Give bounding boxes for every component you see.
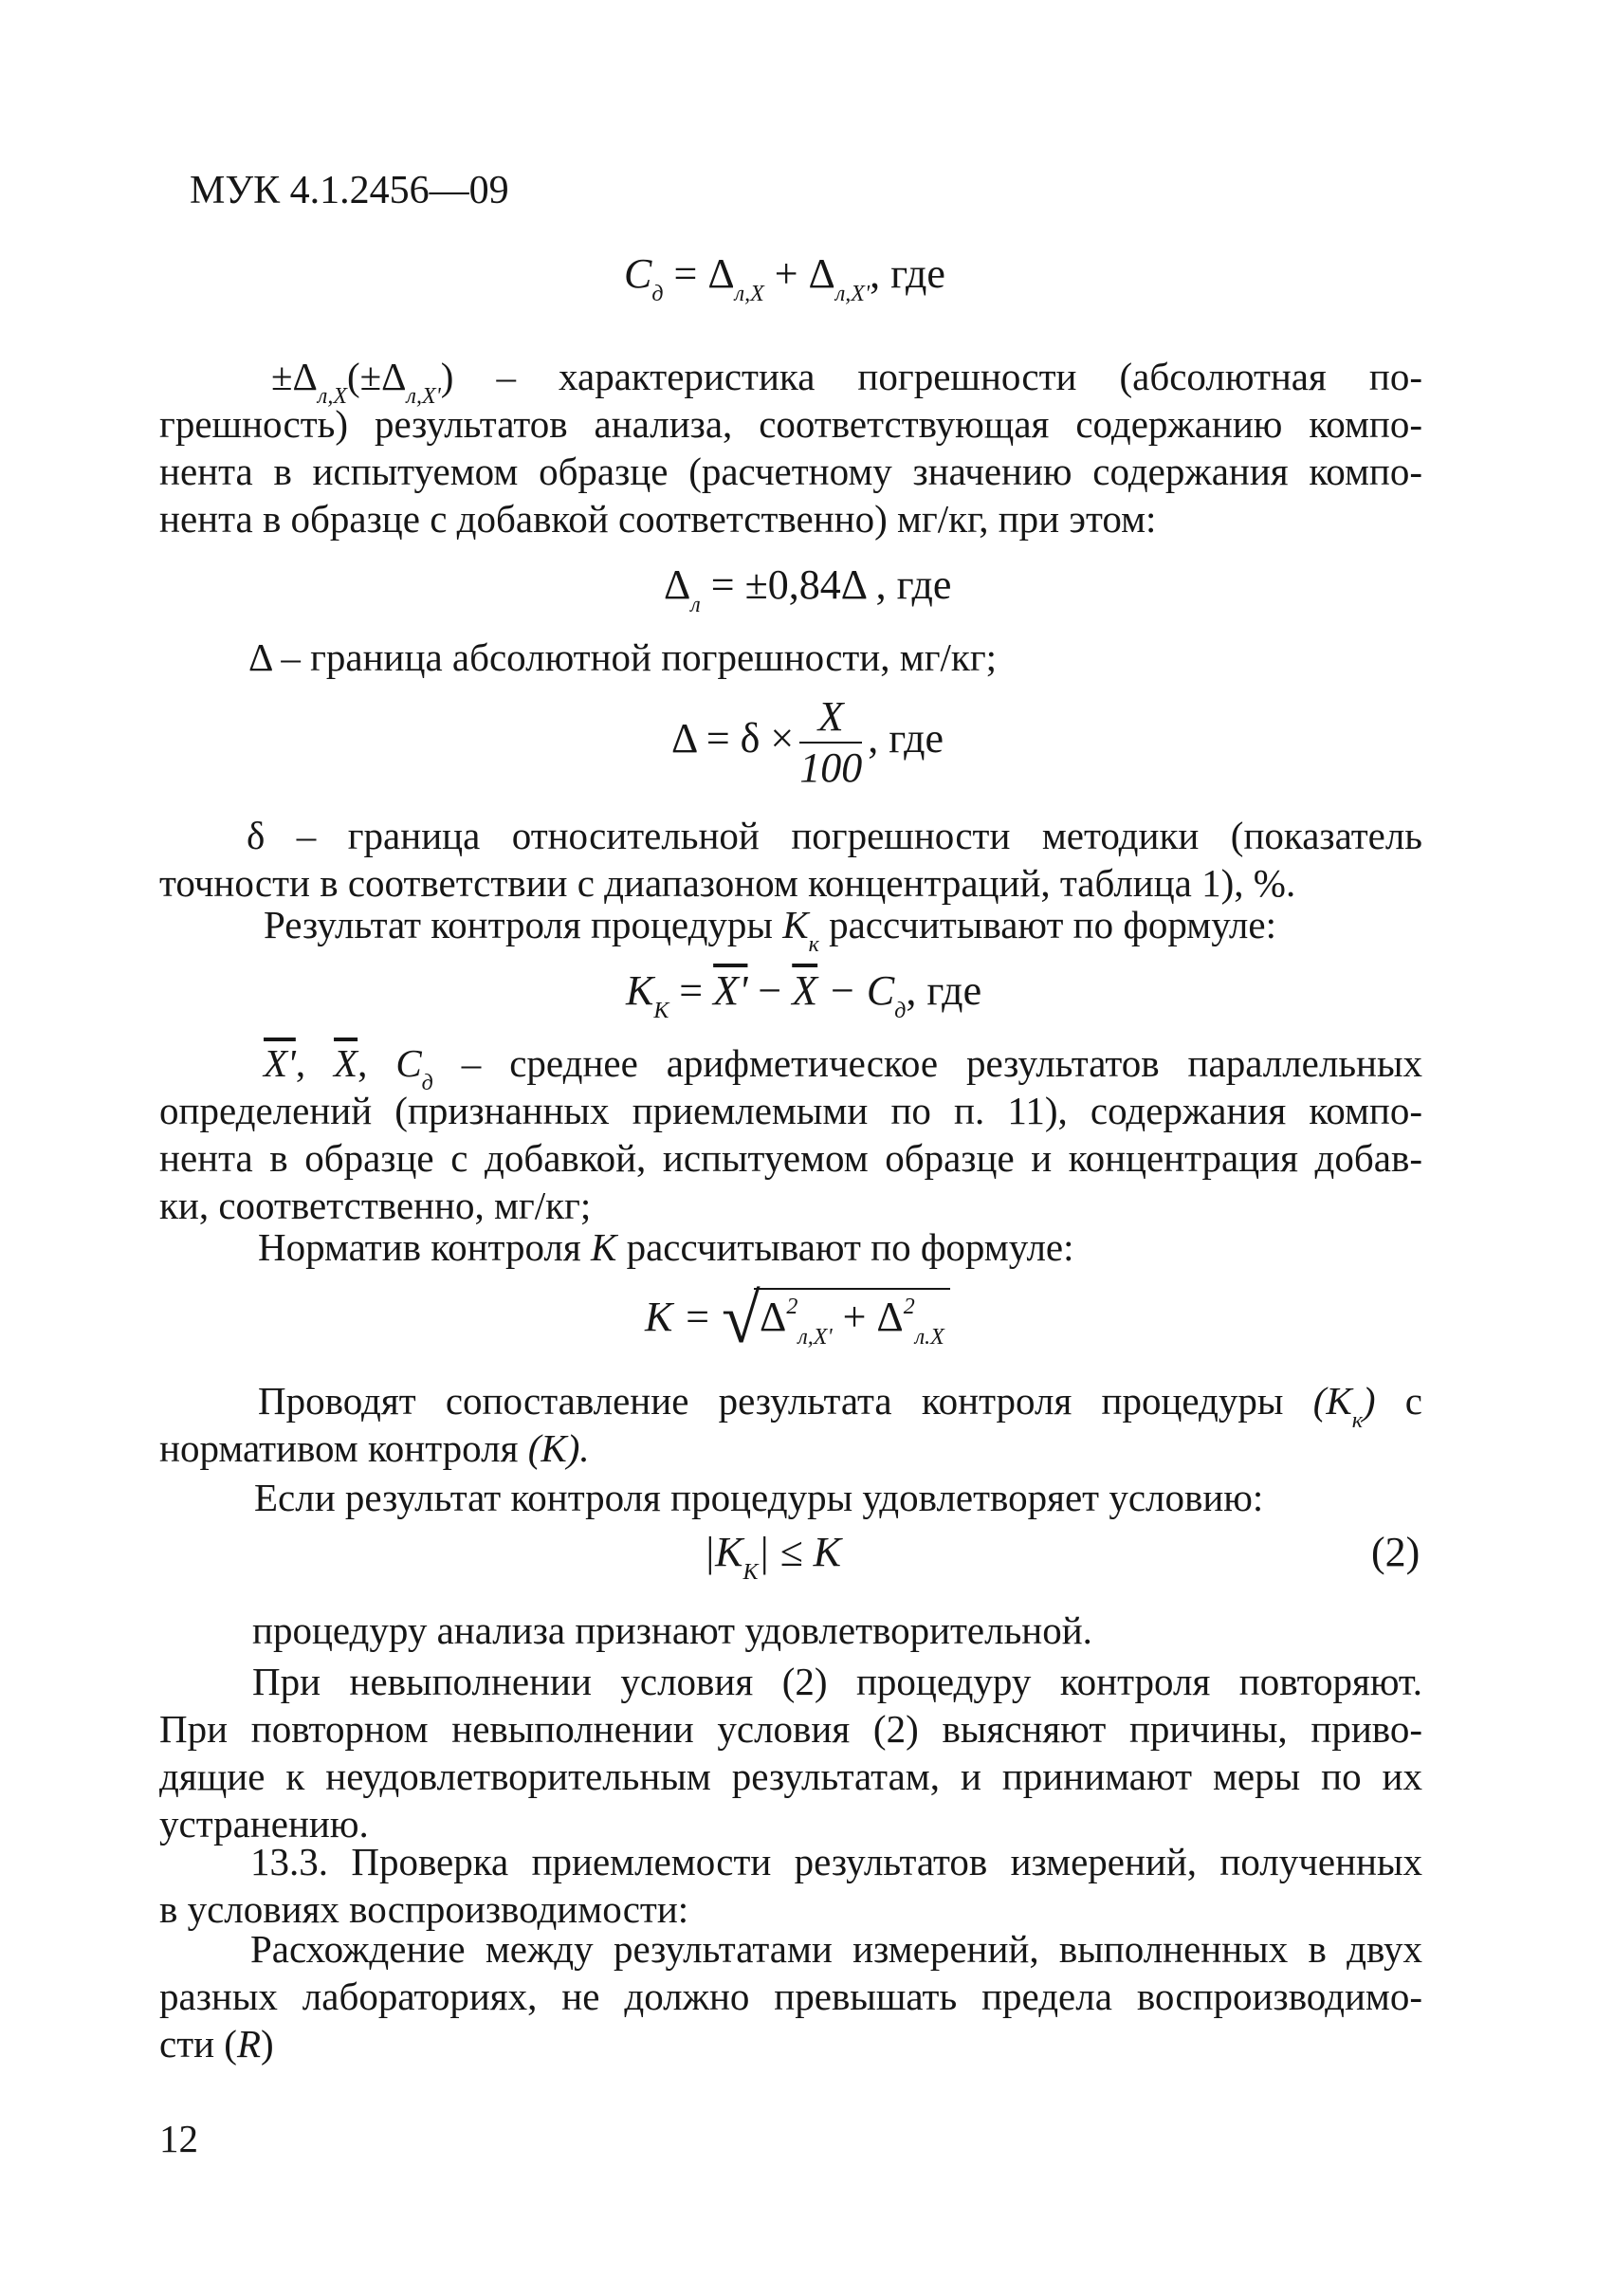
def-relative: δ – граница относительной погрешности методики (показатель точности в соответствии с диапазоном концентраций, таблица 1), %. <box>159 814 1422 905</box>
equation-number: (2) <box>1371 1529 1421 1575</box>
sqrt-symbol: √ $\Delta^2_{л,X'} + \Delta^2_{л.X}$ <box>722 1288 950 1350</box>
condition-intro: Если результат контроля процедуры удовлетворяет условию: <box>254 1476 1264 1519</box>
def-delta: $\pm\Delta_{л,X}(\pm\Delta_{л,X'})$ – характеристика погрешности (абсолютная по- грешность) результатов анализа, соответствующая содержанию компо- нента в испытуемом образце (расчетному значению содержания компо- нента в образце с добавкой соответственно) мг/кг, при этом: <box>159 355 1422 541</box>
def-x: X', $\overline{X}$, $C_д$ – среднее арифметическое результатов параллельных определений (признанных приемлемыми по п. 11), содержания компо- нента в образце с добавкой, испытуемом образце и концентрация добав- ки, соответственно, мг/кг; <box>159 1041 1423 1227</box>
doc-code: МУК 4.1.2456—09 <box>190 169 509 212</box>
section-13-3: 13.3. Проверка приемлемости результатов измерений, полученных в условиях воспроизводимости: <box>159 1840 1422 1931</box>
formula-kk: $K_К = X' - \overline{X} - C_д$, где <box>626 967 982 1023</box>
fail-paragraph: При невыполнении условия (2) процедуру контроля повторяют. При повторном невыполнении условия (2) выясняют причины, приво- дящие к неудовлетворительным результатам, и принимают меры по их устранению. <box>159 1660 1422 1846</box>
compare-paragraph <box>159 1377 1422 1472</box>
formula-k: K = √ $\Delta^2_{л,X'} + \Delta^2_{л.X}$ <box>645 1288 950 1350</box>
compare-line2: нормативом контроля (K). <box>159 1426 590 1470</box>
result-intro: Результат контроля процедуры $K_к$ рассчитывают по формуле: <box>264 903 1276 957</box>
fraction: $\frac{X}{100}$ <box>799 693 863 791</box>
def-delta-line1: $\pm\Delta_{л,X}(\pm\Delta_{л,X'})$ – характеристика погрешности (абсолютная по- <box>271 355 1422 409</box>
formula-cd: $C_д = \Delta_{л,X} + \Delta_{л,X'}$, где <box>624 250 945 306</box>
compare-line1: Проводят сопоставление результата контроля процедуры $(K_к)$ с <box>258 1379 1422 1433</box>
divergence-paragraph: Расхождение между результатами измерений, выполненных в двух разных лабораториях, не должно превышать предела воспроизводимо- сти (R) <box>159 1927 1422 2066</box>
def-bound: Δ – граница абсолютной погрешности, мг/кг; <box>248 635 998 679</box>
page-number: 12 <box>159 2117 198 2160</box>
formula-delta-l: $\Delta_л = \pm 0,84\Delta$ , где <box>664 561 952 617</box>
divergence-line3: сти (R) <box>159 2022 274 2066</box>
formula-condition: $|K_К| \le K$ <box>704 1529 841 1585</box>
norm-intro: Норматив контроля K рассчитывают по формуле: <box>258 1225 1074 1269</box>
def-x-line1: X', $\overline{X}$, $C_д$ – среднее арифметическое результатов параллельных <box>264 1041 1423 1095</box>
accept-text: процедуру анализа признают удовлетворительной. <box>252 1608 1092 1652</box>
formula-delta: Δ = δ × $\frac{X}{100}$ , где <box>671 693 944 791</box>
